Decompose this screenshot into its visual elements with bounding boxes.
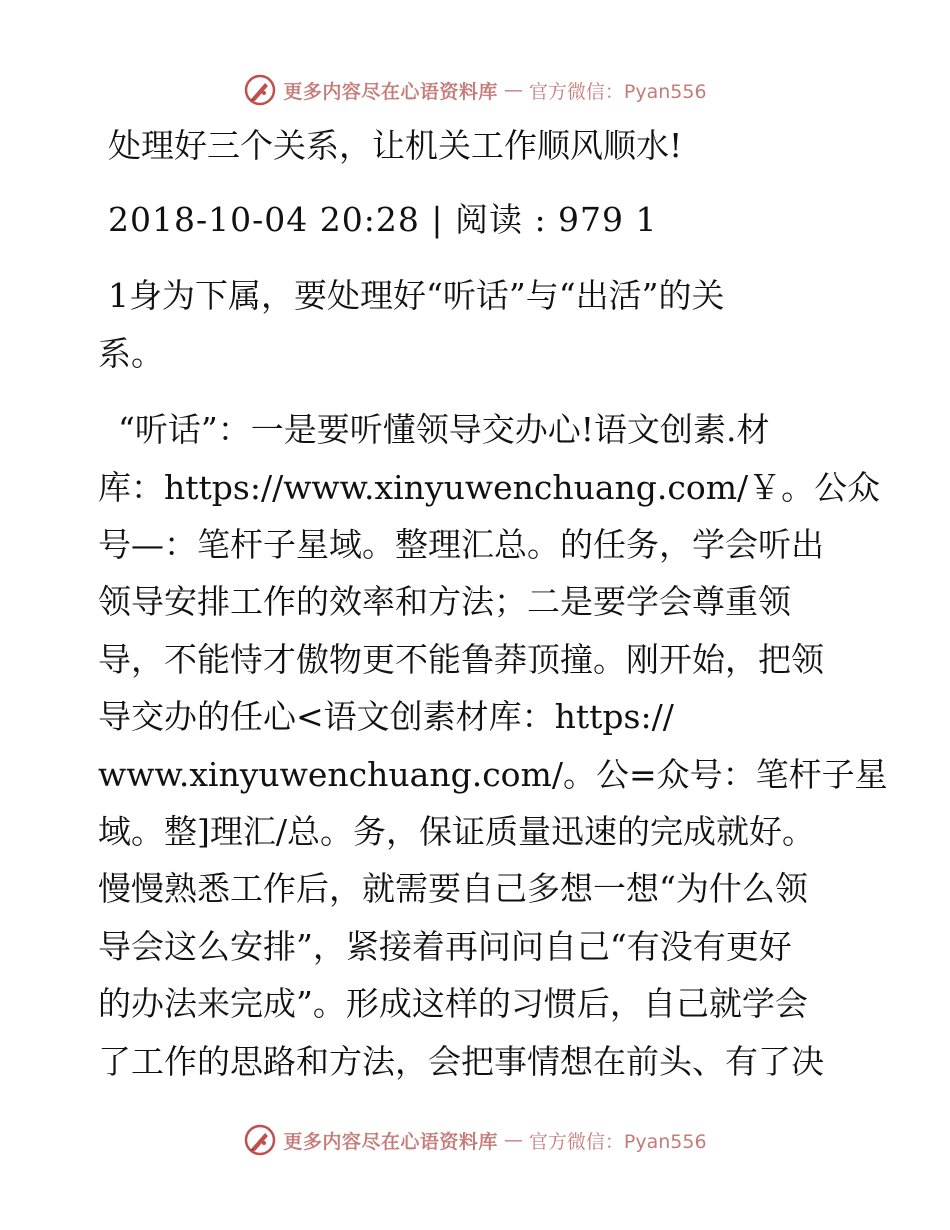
body-line: 导会这么安排”，紧接着再问问自己“有没有更好 [98, 927, 792, 966]
body-line: www.xinyuwenchuang.com/。公=众号：笔杆子星 [98, 755, 888, 794]
body-line: 号—：笔杆子星域。整理汇总。的任务，学会听出 [98, 525, 824, 564]
body-line: 导，不能恃才傲物更不能鲁莽顶撞。刚开始，把领 [98, 640, 824, 679]
article-meta: 2018-10-04 20:28 | 阅读 : 979 1 [108, 200, 658, 239]
watermark-dash: — [503, 79, 523, 101]
body-line: 领导安排工作的效率和方法；二是要学会尊重领 [98, 582, 791, 621]
body-line: 库：https://www.xinyuwenchuang.com/￥。公众 [98, 468, 881, 507]
body-line: 了工作的思路和方法，会把事情想在前头、有了决 [98, 1042, 824, 1081]
watermark-text: 更多内容尽在心语资料库 [283, 80, 498, 103]
pen-logo-icon [243, 73, 277, 107]
body-line: 域。整]理汇/总。务，保证质量迅速的完成就好。 [98, 812, 815, 851]
watermark-contact: 官方微信：Pyan556 [528, 80, 707, 103]
watermark-footer [0, 1120, 950, 1160]
body-line: 慢慢熟悉工作后，就需要自己多想一想“为什么领 [98, 869, 808, 908]
pen-logo-icon [243, 1123, 277, 1157]
body-line: “听话”：一是要听懂领导交办心!语文创素.材 [118, 410, 770, 449]
watermark-contact: 官方微信：Pyan556 [528, 1130, 707, 1153]
section-heading-line: 系。 [98, 334, 164, 373]
watermark-header [0, 70, 950, 110]
section-heading-line: 1身为下属，要处理好“听话”与“出活”的关 [108, 276, 725, 315]
watermark-text: 更多内容尽在心语资料库 [283, 1130, 498, 1153]
body-line: 导交办的任心<语文创素材库：https:// [98, 697, 674, 736]
article-title: 处理好三个关系，让机关工作顺风顺水! [108, 126, 683, 165]
body-line: 的办法来完成”。形成这样的习惯后，自己就学会 [98, 984, 808, 1023]
watermark-dash: — [503, 1129, 523, 1151]
